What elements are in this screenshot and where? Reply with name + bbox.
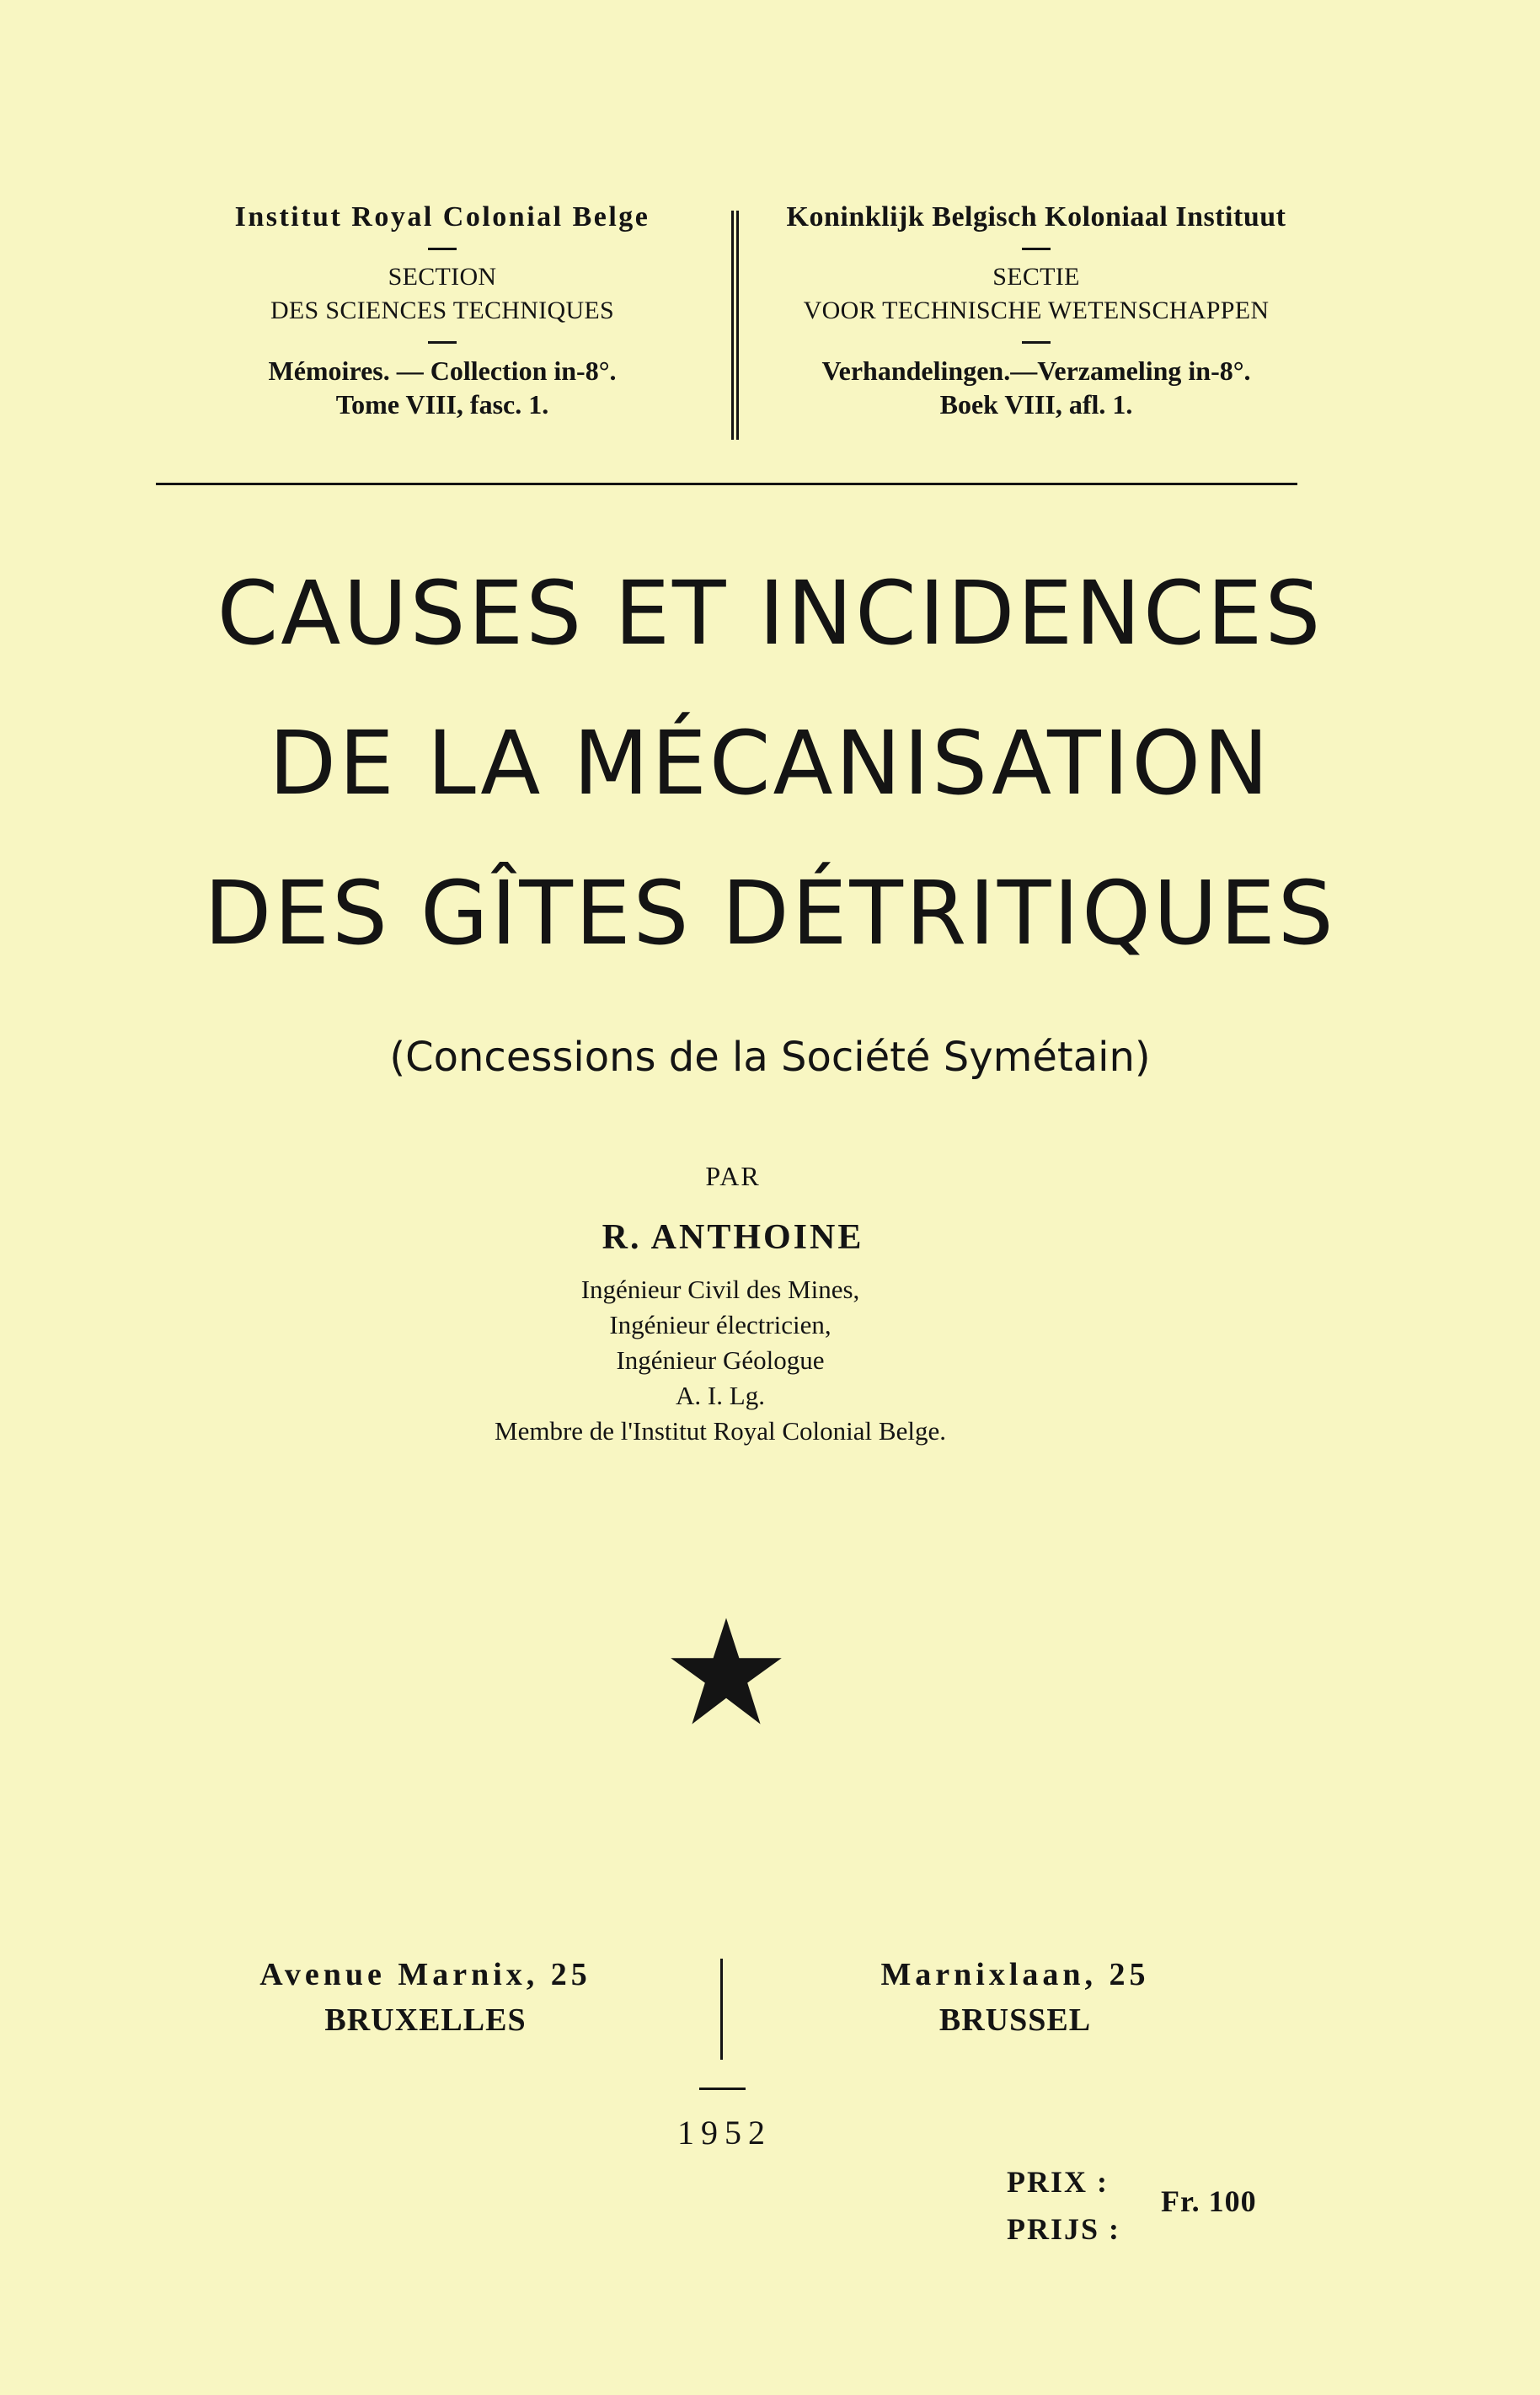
city-nl: BRUSSEL (938, 2002, 1092, 2038)
qualification-line: Ingénieur Géologue (616, 1345, 825, 1375)
header-dash (428, 341, 457, 344)
price-label-fr: PRIX : (1007, 2165, 1109, 2199)
author-name: R. ANTHOINE (602, 1218, 864, 1257)
header-left-column (152, 200, 733, 421)
street-fr: Avenue Marnix, 25 (259, 1957, 591, 1992)
header-right-column (746, 200, 1327, 421)
subtitle: (Concessions de la Société Symétain) (389, 1034, 1151, 1081)
header-divider (736, 211, 739, 440)
price-value: Fr. 100 (1161, 2184, 1257, 2218)
header-rule (156, 483, 1297, 485)
section-name-fr: DES SCIENCES TECHNIQUES (270, 297, 615, 324)
star-icon (667, 1613, 785, 1731)
institute-name-fr: Institut Royal Colonial Belge (234, 201, 650, 233)
title-line-2: DE LA MÉCANISATION (269, 712, 1271, 815)
publication-year: 1952 (677, 2114, 772, 2152)
price-label-nl: PRIJS : (1007, 2212, 1121, 2246)
price-labels (1007, 2158, 1120, 2253)
qualification-line: A. I. Lg. (676, 1381, 765, 1410)
section-name-nl: VOOR TECHNISCHE WETENSCHAPPEN (803, 297, 1270, 324)
city-fr: BRUXELLES (324, 2002, 527, 2038)
street-nl: Marnixlaan, 25 (880, 1957, 1150, 1992)
collection-nl: Verhandelingen.—Verzameling in-8°. (821, 356, 1251, 386)
by-label: PAR (705, 1161, 761, 1191)
volume-fr: Tome VIII, fasc. 1. (335, 389, 549, 420)
author-qualifications (0, 1272, 1441, 1449)
header-dash (1022, 341, 1051, 344)
volume-nl: Boek VIII, afl. 1. (939, 389, 1133, 420)
qualification-line: Membre de l'Institut Royal Colonial Belge. (495, 1416, 946, 1446)
title-line-1: CAUSES ET INCIDENCES (217, 562, 1323, 665)
address-left (164, 1954, 687, 2040)
year-rule (699, 2088, 746, 2090)
header-divider (731, 211, 734, 440)
header-dash (428, 248, 457, 250)
institute-name-nl: Koninklijk Belgisch Koloniaal Instituut (786, 201, 1286, 233)
section-label-fr: SECTION (388, 263, 497, 291)
address-right (754, 1954, 1276, 2040)
header-dash (1022, 248, 1051, 250)
qualification-line: Ingénieur Civil des Mines, (580, 1275, 860, 1304)
collection-fr: Mémoires. — Collection in-8°. (268, 356, 617, 386)
address-divider (720, 1959, 723, 2060)
section-label-nl: SECTIE (992, 263, 1080, 291)
qualification-line: Ingénieur électricien, (609, 1310, 831, 1339)
title-line-3: DES GÎTES DÉTRITIQUES (204, 862, 1336, 965)
